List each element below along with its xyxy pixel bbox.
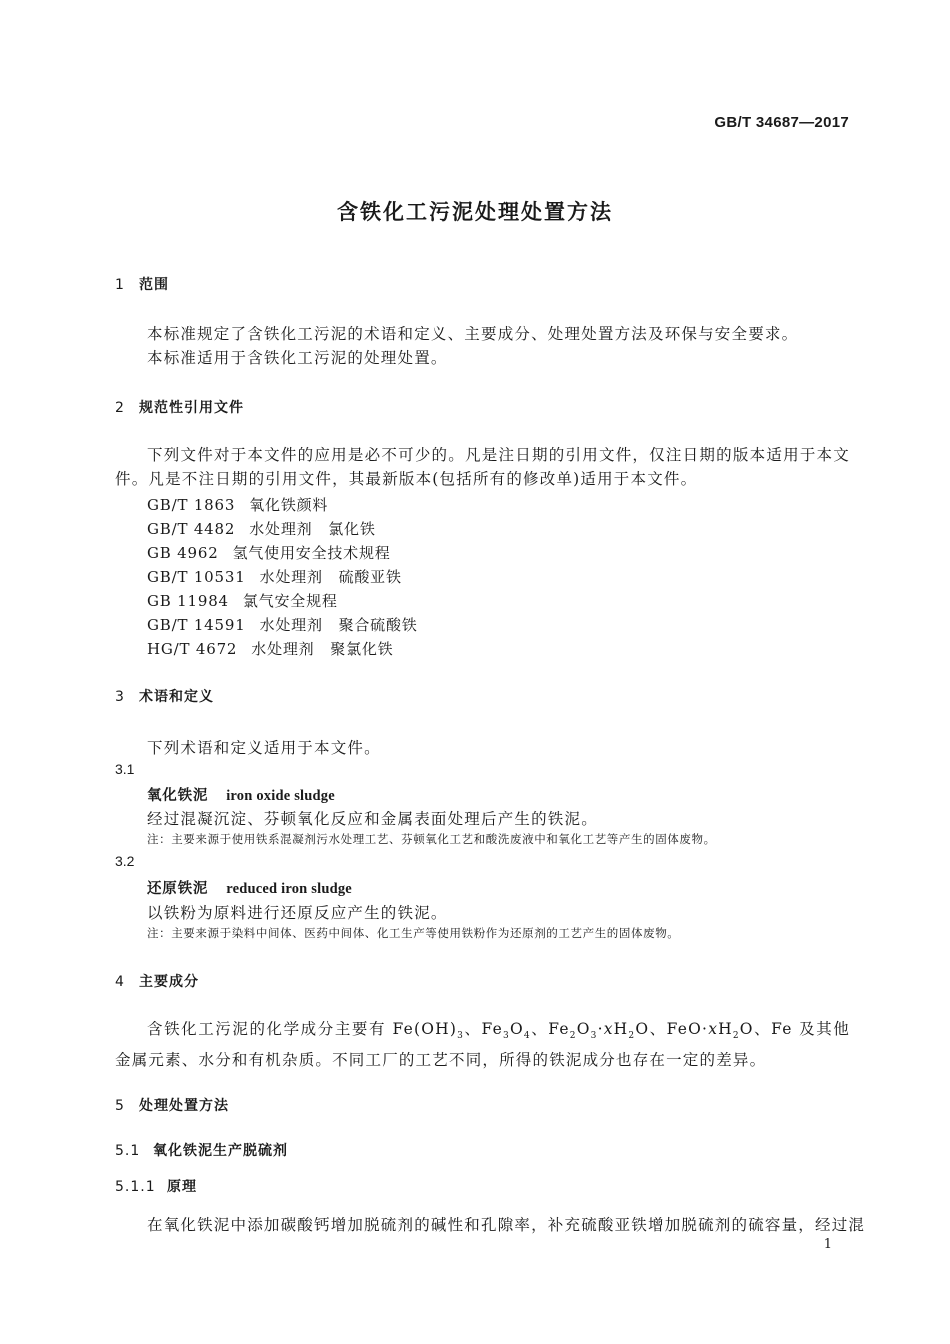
section-1-heading	[115, 274, 169, 294]
section-5-1-heading	[115, 1140, 288, 1160]
paragraph: 本标准适用于含铁化工污泥的处理处置。	[147, 349, 448, 367]
term-note: 注：主要来源于使用铁系混凝剂污水处理工艺、芬顿氧化工艺和酸洗废液中和氧化工艺等产生的固体废物。	[147, 832, 716, 846]
section-title: 氧化铁泥生产脱硫剂	[153, 1143, 288, 1159]
reference-item	[147, 542, 391, 563]
section-title: 范围	[139, 277, 169, 293]
section-2-heading	[115, 397, 244, 417]
reference-item	[147, 494, 328, 515]
term-note: 注：主要来源于染料中间体、医药中间体、化工生产等使用铁粉作为还原剂的工艺产生的固体废物。	[147, 926, 680, 940]
paragraph: 本标准规定了含铁化工污泥的术语和定义、主要成分、处理处置方法及环保与安全要求。	[147, 325, 799, 343]
section-number: 2	[115, 400, 125, 416]
paragraph-chemical-composition: 含铁化工污泥的化学成分主要有 $Fe(OH)_3$、$Fe_3O_4$、$Fe_2O_3\cdot xH_2O$、$FeO\cdot xH_2O$、Fe 及其他金属元素、水分和有机杂质。不同工厂的工艺不同，所得的铁泥成分也存在一定的差异。	[115, 1020, 850, 1070]
term-name-en: iron oxide sludge	[226, 788, 335, 804]
reference-item	[147, 590, 338, 611]
standard-number: GB/T 34687—2017	[714, 114, 849, 131]
reference-name: 水处理剂 聚氯化铁	[251, 640, 394, 658]
section-3-heading	[115, 686, 214, 706]
page-number: 1	[823, 1237, 832, 1252]
reference-code: GB 4962	[147, 544, 219, 562]
reference-item	[147, 614, 418, 635]
reference-item	[147, 518, 376, 539]
reference-code: GB/T 4482	[147, 520, 236, 538]
reference-item	[147, 638, 393, 659]
section-number: 5	[115, 1098, 125, 1114]
section-4-heading	[115, 971, 199, 991]
paragraph: 下列文件对于本文件的应用是必不可少的。凡是注日期的引用文件，仅注日期的版本适用于本文件。凡是不注日期的引用文件，其最新版本(包括所有的修改单)适用于本文件。	[115, 446, 850, 488]
reference-name: 氧化铁颜料	[249, 496, 329, 514]
section-number: 1	[115, 277, 125, 293]
term-name-zh: 还原铁泥	[147, 880, 209, 897]
reference-item	[147, 566, 402, 587]
section-number: 4	[115, 974, 125, 990]
reference-name: 水处理剂 氯化铁	[249, 520, 376, 538]
section-title: 原理	[167, 1179, 197, 1195]
reference-name: 氢气使用安全技术规程	[232, 544, 391, 562]
term-definition: 以铁粉为原料进行还原反应产生的铁泥。	[147, 904, 448, 922]
section-number: 5.1.1	[115, 1179, 156, 1195]
reference-code: GB 11984	[147, 592, 229, 610]
term-number: 3.1	[115, 761, 135, 777]
term-name	[147, 877, 352, 898]
term-name-zh: 氧化铁泥	[147, 787, 209, 804]
section-title: 规范性引用文件	[139, 400, 244, 416]
reference-code: GB/T 14591	[147, 616, 246, 634]
document-title: 含铁化工污泥处理处置方法	[337, 200, 613, 224]
section-5-1-1-heading	[115, 1176, 197, 1196]
section-title: 术语和定义	[139, 689, 214, 705]
reference-code: GB/T 10531	[147, 568, 246, 586]
term-number: 3.2	[115, 853, 135, 869]
reference-code: HG/T 4672	[147, 640, 238, 658]
reference-name: 水处理剂 聚合硫酸铁	[259, 616, 418, 634]
reference-name: 水处理剂 硫酸亚铁	[259, 568, 402, 586]
reference-name: 氯气安全规程	[242, 592, 338, 610]
reference-code: GB/T 1863	[147, 496, 236, 514]
paragraph: 在氧化铁泥中添加碳酸钙增加脱硫剂的碱性和孔隙率，补充硫酸亚铁增加脱硫剂的硫容量，经过混	[147, 1216, 866, 1234]
section-number: 3	[115, 689, 125, 705]
section-title: 主要成分	[139, 974, 199, 990]
term-definition: 经过混凝沉淀、芬顿氧化反应和金属表面处理后产生的铁泥。	[147, 810, 598, 828]
term-name	[147, 784, 335, 805]
section-number: 5.1	[115, 1143, 141, 1159]
section-title: 处理处置方法	[139, 1098, 229, 1114]
paragraph: 下列术语和定义适用于本文件。	[147, 739, 381, 757]
section-5-heading	[115, 1095, 229, 1115]
term-name-en: reduced iron sludge	[226, 881, 352, 897]
